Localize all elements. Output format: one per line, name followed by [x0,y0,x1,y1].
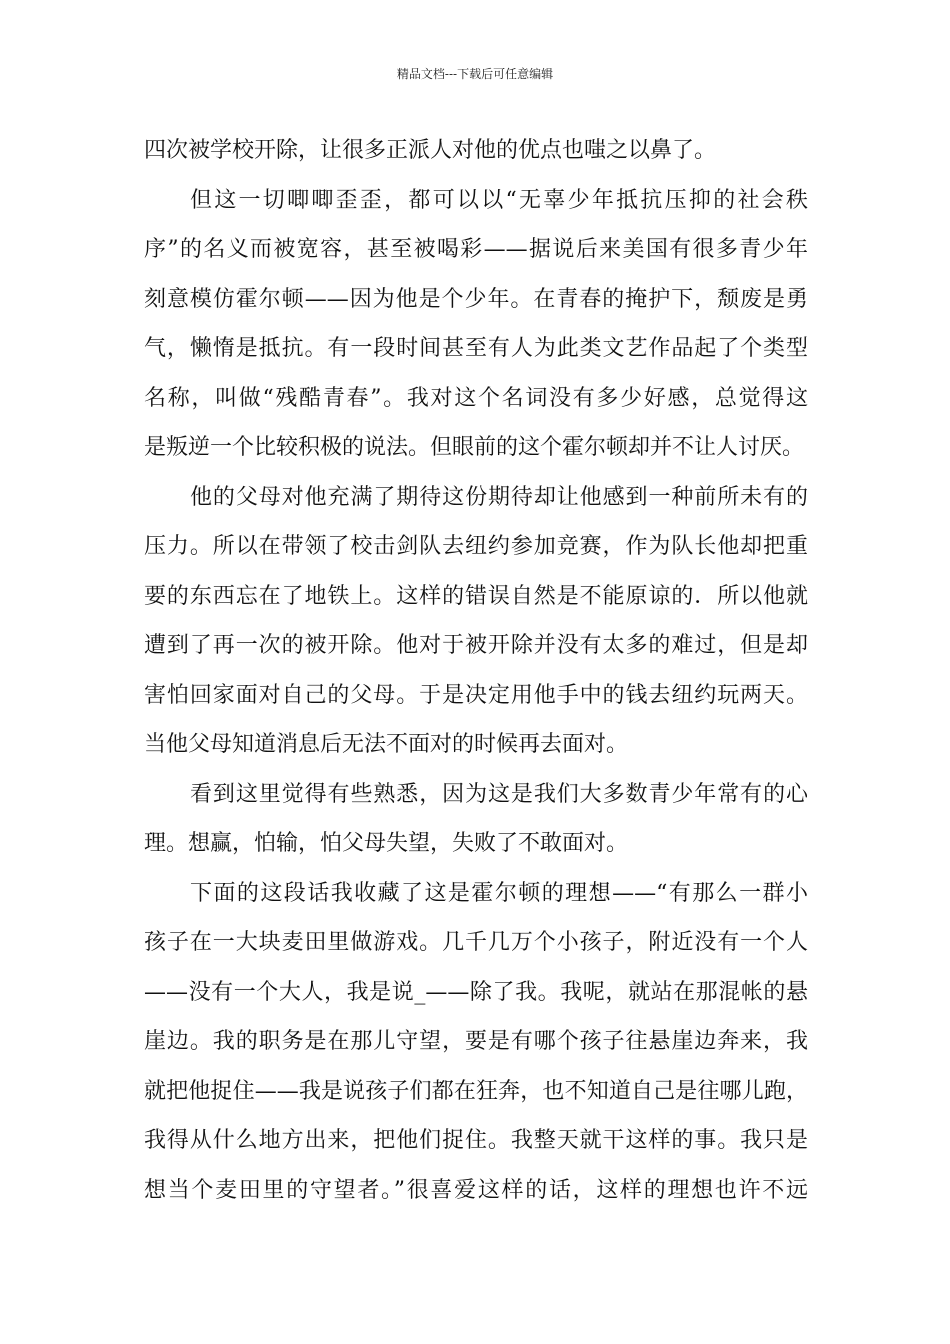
text-line: 理。想赢，怕输，怕父母失望，失败了不敢面对。 [144,831,629,856]
body-text [144,126,808,1215]
text-line: 当他父母知道消息后无法不面对的时候再去面对。 [144,732,629,757]
text-line: 遭到了再一次的被开除。他对于被开除并没有太多的难过，但是却 [144,633,808,658]
text-line: 害怕回家面对自己的父母。于是决定用他手中的钱去纽约玩两天。 [144,682,808,708]
text-line: 孩子在一大块麦田里做游戏。几千几万个小孩子，附近没有一个人 [144,930,808,955]
text-line: 就把他捉住——我是说孩子们都在狂奔，也不知道自己是往哪儿跑， [144,1078,808,1104]
text-line: 他的父母对他充满了期待这份期待却让他感到一种前所未有的 [190,484,808,510]
text-line: 四次被学校开除，让很多正派人对他的优点也嗤之以鼻了。 [144,138,717,163]
page-header: 精品文档---下载后可任意编辑 [396,67,554,81]
text-line: 但这一切唧唧歪歪，都可以以“无辜少年抵抗压抑的社会秩 [190,187,808,213]
text-line: 刻意模仿霍尔顿——因为他是个少年。在青春的掩护下，颓废是勇 [144,286,808,312]
text-line: ——没有一个大人，我是说_——除了我。我呢，就站在那混帐的悬 [144,979,808,1005]
text-line: 序”的名义而被宽容，甚至被喝彩——据说后来美国有很多青少年 [144,237,808,262]
text-line: 我得从什么地方出来，把他们捉住。我整天就干这样的事。我只是 [144,1128,808,1153]
text-line: 看到这里觉得有些熟悉，因为这是我们大多数青少年常有的心 [190,781,808,807]
text-line: 是叛逆一个比较积极的说法。但眼前的这个霍尔顿却并不让人讨厌。 [144,435,805,460]
text-line: 下面的这段话我收藏了这是霍尔顿的理想——“有那么一群小 [190,880,808,906]
text-line: 气，懒惰是抵抗。有一段时间甚至有人为此类文艺作品起了个类型 [144,336,808,361]
text-line: 要的东西忘在了地铁上。这样的错误自然是不能原谅的．所以他就 [144,583,808,609]
text-line: 压力。所以在带领了校击剑队去纽约参加竞赛，作为队长他却把重 [144,534,808,559]
text-line: 名称，叫做“残酷青春”。我对这个名词没有多少好感，总觉得这 [144,385,808,411]
text-line: 想当个麦田里的守望者。”很喜爱这样的话，这样的理想也许不远 [144,1177,808,1203]
text-line: 崖边。我的职务是在那儿守望，要是有哪个孩子往悬崖边奔来，我 [144,1029,808,1054]
